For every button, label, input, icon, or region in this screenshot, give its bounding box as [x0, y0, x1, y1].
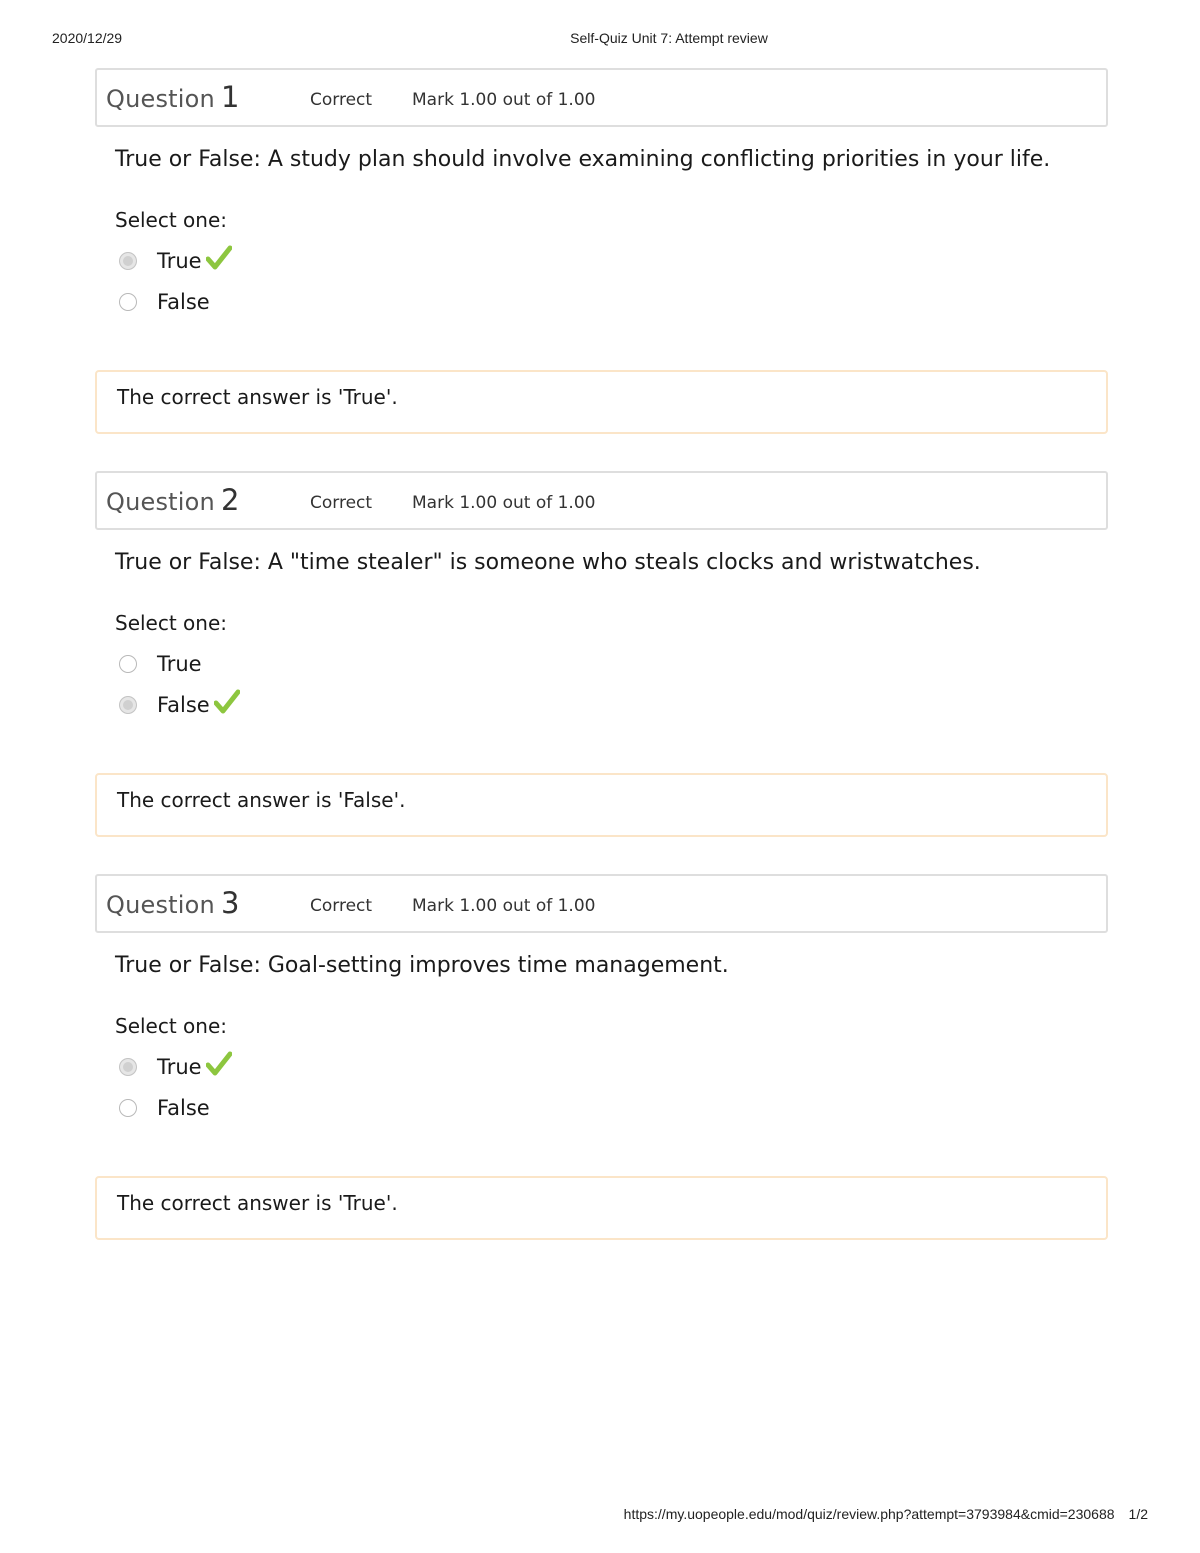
question-grade: Mark 1.00 out of 1.00	[412, 90, 596, 110]
check-mark-icon	[206, 1051, 232, 1082]
answer-label: False	[157, 692, 210, 717]
answer-option-false[interactable]	[119, 281, 1108, 322]
question-label: Question	[106, 488, 215, 516]
print-header	[0, 30, 1200, 50]
question-2	[95, 471, 1108, 725]
answer-options	[119, 240, 1108, 322]
answer-label: True	[157, 651, 202, 676]
question-grade: Mark 1.00 out of 1.00	[412, 493, 596, 513]
print-footer	[624, 1506, 1148, 1522]
question-state: Correct	[310, 493, 373, 513]
page-url[interactable]: https://my.uopeople.edu/mod/quiz/review.php?attempt=3793984&cmid=230688	[623, 1506, 1115, 1522]
check-mark-icon	[206, 245, 232, 276]
radio-button[interactable]	[119, 1099, 137, 1117]
answer-option-false[interactable]	[119, 1087, 1108, 1128]
question-heading	[106, 886, 240, 920]
page-number: 1/2	[1128, 1506, 1148, 1522]
question-grade: Mark 1.00 out of 1.00	[412, 896, 596, 916]
select-one-prompt: Select one:	[115, 1014, 228, 1038]
question-info	[95, 471, 1108, 530]
question-1-feedback: The correct answer is 'True'.	[95, 370, 1108, 434]
print-date: 2020/12/29	[52, 30, 123, 46]
answer-label: True	[157, 248, 202, 273]
answer-options	[119, 1046, 1108, 1128]
question-1	[95, 68, 1108, 322]
radio-button[interactable]	[119, 696, 137, 714]
question-number: 2	[220, 483, 240, 517]
question-number: 1	[220, 80, 240, 114]
answer-label: False	[157, 1095, 210, 1120]
question-text: True or False: Goal-setting improves time management.	[115, 953, 729, 978]
question-2-feedback: The correct answer is 'False'.	[95, 773, 1108, 837]
question-label: Question	[106, 85, 215, 113]
answer-label: True	[157, 1054, 202, 1079]
select-one-prompt: Select one:	[115, 611, 228, 635]
question-3-feedback: The correct answer is 'True'.	[95, 1176, 1108, 1240]
question-state: Correct	[310, 90, 373, 110]
answer-options	[119, 643, 1108, 725]
question-heading	[106, 80, 240, 114]
answer-option-true[interactable]	[119, 1046, 1108, 1087]
select-one-prompt: Select one:	[115, 208, 228, 232]
question-info	[95, 68, 1108, 127]
answer-option-false[interactable]	[119, 684, 1108, 725]
check-mark-icon	[214, 689, 240, 720]
answer-option-true[interactable]	[119, 240, 1108, 281]
print-title: Self-Quiz Unit 7: Attempt review	[570, 30, 768, 46]
question-3	[95, 874, 1108, 1128]
question-heading	[106, 483, 240, 517]
question-text: True or False: A study plan should involve examining conflicting priorities in your life.	[115, 147, 1051, 172]
answer-option-true[interactable]	[119, 643, 1108, 684]
radio-button[interactable]	[119, 252, 137, 270]
radio-button[interactable]	[119, 293, 137, 311]
question-number: 3	[220, 886, 240, 920]
radio-button[interactable]	[119, 1058, 137, 1076]
question-info	[95, 874, 1108, 933]
question-text: True or False: A "time stealer" is someone who steals clocks and wristwatches.	[115, 550, 981, 575]
question-label: Question	[106, 891, 215, 919]
question-state: Correct	[310, 896, 373, 916]
answer-label: False	[157, 289, 210, 314]
radio-button[interactable]	[119, 655, 137, 673]
